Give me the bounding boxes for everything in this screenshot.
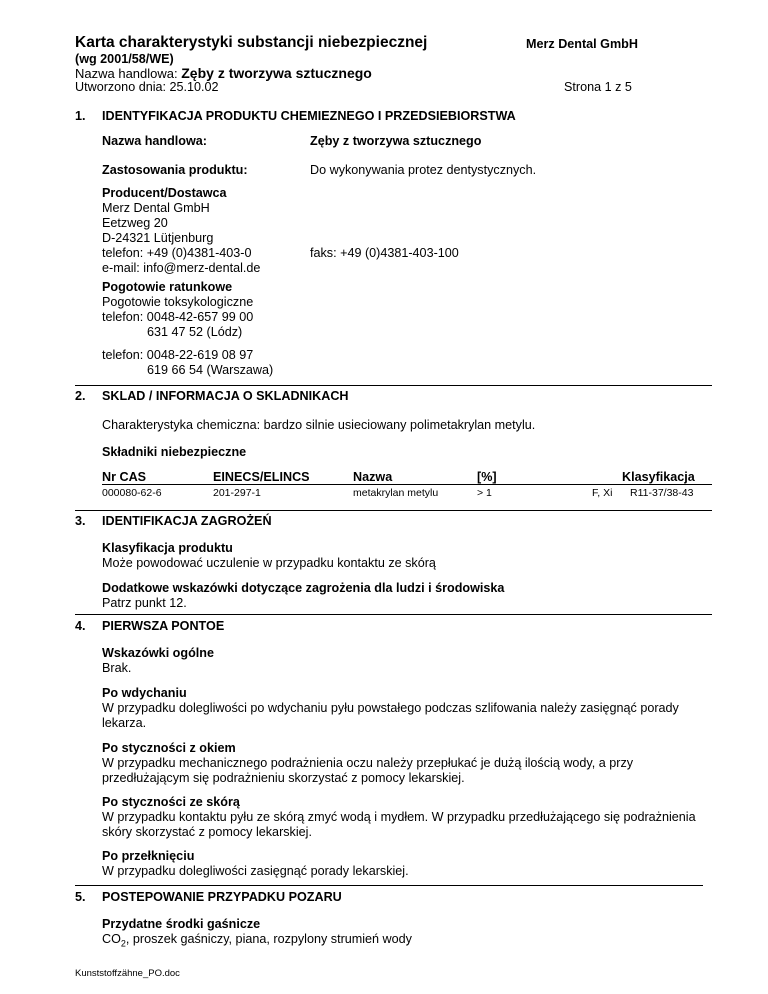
emergency-label: Pogotowie ratunkowe <box>102 280 233 294</box>
skin-contact-text: W przypadku kontaktu pyłu ze skórą zmyć wodą i mydłem. W przypadku przedłużającego się podrażnienia skóry skorzystać z pomocy lekarskiej. <box>102 810 696 839</box>
section-5-title: POSTEPOWANIE PRZYPADKU POZARU <box>102 890 342 904</box>
after-inhalation-text: W przypadku dolegliwości po wdychaniu pyłu powstałego podczas szlifowania należy zasięgnąć porady lekarza. <box>102 701 679 730</box>
chemical-characteristic: Charakterystyka chemiczna: bardzo silnie usieciowany polimetakrylan metylu. <box>102 418 536 432</box>
cell-percent: > 1 <box>477 487 492 499</box>
company-name: Merz Dental GmbH <box>526 37 638 51</box>
divider <box>75 614 712 615</box>
emergency-phone-1: telefon: 0048-42-657 99 00 <box>102 310 254 324</box>
co2-text: CO <box>102 932 121 946</box>
product-classification-text: Może powodować uczulenie w przypadku kontaktu ze skórą <box>102 556 436 570</box>
cell-einecs: 201-297-1 <box>213 487 261 499</box>
created-date: Utworzono dnia: 25.10.02 <box>75 80 219 94</box>
skin-contact-heading: Po styczności ze skórą <box>102 795 240 809</box>
additional-hazard-info <box>102 581 714 611</box>
hazardous-components-label: Składniki niebezpieczne <box>102 445 247 459</box>
producer-block <box>102 186 260 276</box>
header-trade-name <box>75 66 372 81</box>
trade-name-label: Nazwa handlowa: <box>102 134 207 148</box>
section-4-number: 4. <box>75 619 86 633</box>
extinguishing-media-text <box>102 932 412 949</box>
eye-contact-heading: Po styczności z okiem <box>102 741 236 755</box>
divider <box>75 885 703 886</box>
co2-subscript: 2 <box>120 938 126 949</box>
cell-symbols: F, Xi <box>592 487 613 499</box>
col-cas: Nr CAS <box>102 470 147 484</box>
producer-label: Producent/Dostawca <box>102 186 227 200</box>
directive-ref: (wg 2001/58/WE) <box>75 52 174 66</box>
header-trade-name-value: Zęby z tworzywa sztucznego <box>181 65 372 81</box>
product-use-label: Zastosowania produktu: <box>102 163 248 177</box>
general-advice <box>102 646 714 676</box>
section-2-number: 2. <box>75 389 86 403</box>
col-einecs: EINECS/ELINCS <box>213 470 310 484</box>
skin-contact <box>102 795 714 840</box>
extinguishing-media-heading: Przydatne środki gaśnicze <box>102 917 261 931</box>
trade-name-value: Zęby z tworzywa sztucznego <box>310 134 482 148</box>
general-advice-text: Brak. <box>102 661 132 675</box>
page-number: Strona 1 z 5 <box>564 80 632 94</box>
eye-contact-text: W przypadku mechanicznego podrażnienia oczu należy przepłukać je dużą ilością wody, a przy przedłużającym się podrażnieniu skorzystać z pomocy lekarskiej. <box>102 756 634 785</box>
after-swallowing-heading: Po przełknięciu <box>102 849 195 863</box>
section-3-number: 3. <box>75 514 86 528</box>
section-1-number: 1. <box>75 109 86 123</box>
col-percent: [%] <box>477 470 497 484</box>
table-header-rule <box>102 484 712 485</box>
eye-contact <box>102 741 714 786</box>
additional-hazard-text: Patrz punkt 12. <box>102 596 187 610</box>
header-trade-name-label: Nazwa handlowa: <box>75 66 178 81</box>
emergency-phone-2: telefon: 0048-22-619 08 97 <box>102 348 254 362</box>
section-1-title: IDENTYFIKACJA PRODUKTU CHEMIEZNEGO I PRZEDSIEBIORSTWA <box>102 109 516 123</box>
cell-name: metakrylan metylu <box>353 487 439 499</box>
emergency-block <box>102 280 253 340</box>
product-classification-heading: Klasyfikacja produktu <box>102 541 233 555</box>
section-5-number: 5. <box>75 890 86 904</box>
emergency-sub: Pogotowie toksykologiczne <box>102 295 254 309</box>
section-2-title: SKLAD / INFORMACJA O SKLADNIKACH <box>102 389 349 403</box>
section-4-title: PIERWSZA PONTOE <box>102 619 225 633</box>
extinguishing-media-rest: , proszek gaśniczy, piana, rozpylony strumień wody <box>125 932 412 946</box>
footer-filename: Kunststoffzähne_PO.doc <box>75 968 180 979</box>
divider <box>75 385 712 386</box>
producer-city: D-24321 Lütjenburg <box>102 231 214 245</box>
col-classification: Klasyfikacja <box>622 470 695 484</box>
cell-risk: R11-37/38-43 <box>630 487 694 499</box>
divider <box>75 510 712 511</box>
col-name: Nazwa <box>353 470 393 484</box>
after-inhalation <box>102 686 714 731</box>
producer-email: e-mail: info@merz-dental.de <box>102 261 261 275</box>
after-swallowing <box>102 849 714 879</box>
extinguishing-media <box>102 917 714 947</box>
producer-fax: faks: +49 (0)4381-403-100 <box>310 246 459 260</box>
additional-hazard-heading: Dodatkowe wskazówki dotyczące zagrożenia dla ludzi i środowiska <box>102 581 505 595</box>
section-3-title: IDENTIFIKACJA ZAGROŻEŃ <box>102 514 272 528</box>
emergency-phone-2b: 619 66 54 (Warszawa) <box>147 363 274 377</box>
emergency-phone-1b: 631 47 52 (Lódz) <box>147 325 243 339</box>
cell-cas: 000080-62-6 <box>102 487 162 499</box>
general-advice-heading: Wskazówki ogólne <box>102 646 214 660</box>
producer-street: Eetzweg 20 <box>102 216 168 230</box>
product-use-value: Do wykonywania protez dentystycznych. <box>310 163 537 177</box>
emergency-block-2 <box>102 348 273 378</box>
producer-phone: telefon: +49 (0)4381-403-0 <box>102 246 252 260</box>
document-title: Karta charakterystyki substancji niebezpiecznej <box>75 34 428 51</box>
producer-name: Merz Dental GmbH <box>102 201 210 215</box>
product-classification <box>102 541 714 571</box>
after-inhalation-heading: Po wdychaniu <box>102 686 187 700</box>
after-swallowing-text: W przypadku dolegliwości zasięgnąć porady lekarskiej. <box>102 864 409 878</box>
